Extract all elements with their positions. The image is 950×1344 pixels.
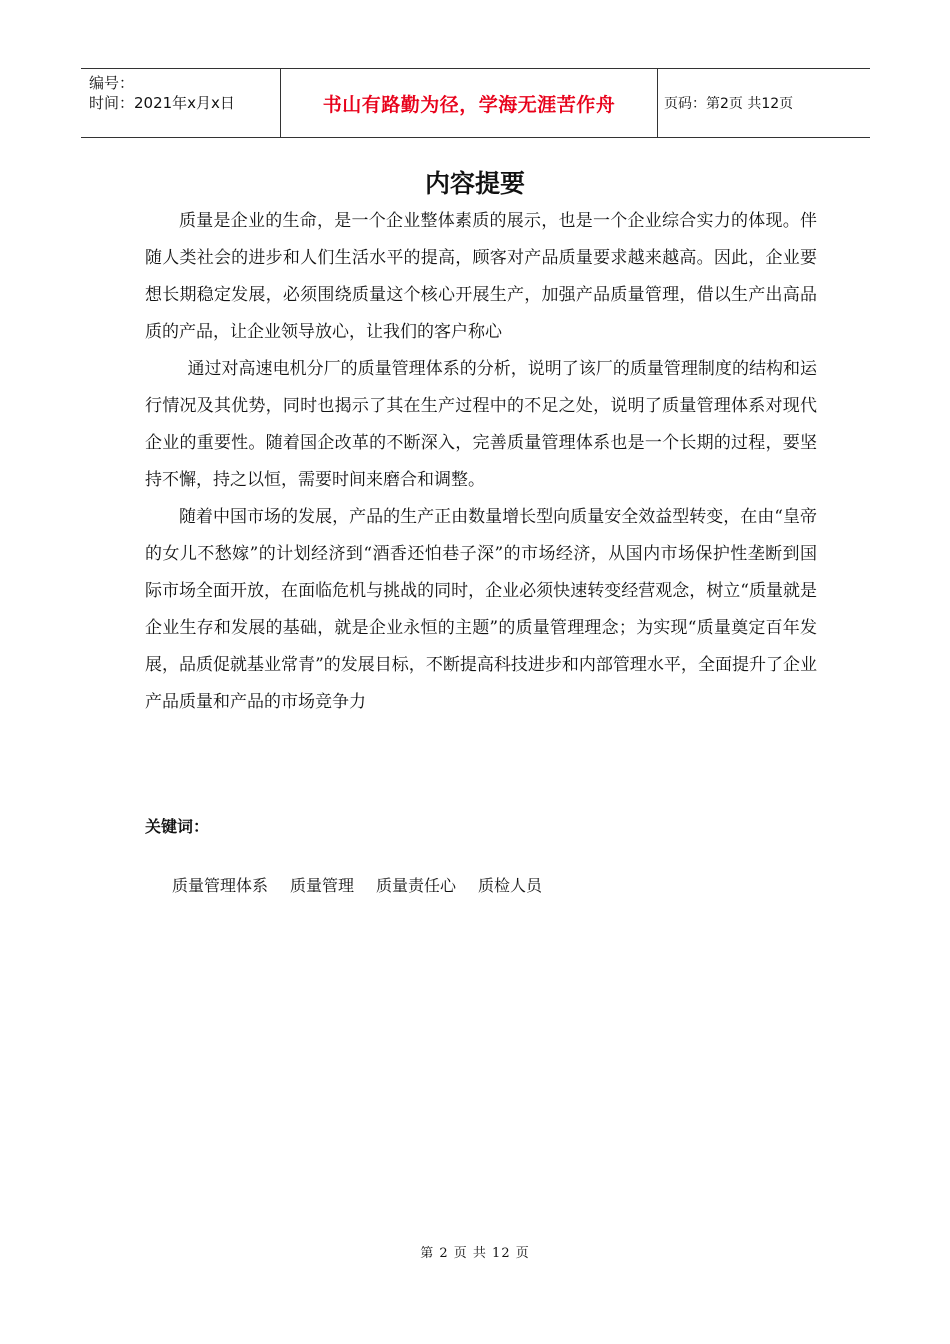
keyword-item: 质量管理 [290, 876, 355, 895]
abstract-body [145, 203, 817, 721]
keywords-label: 关键词： [145, 817, 210, 836]
page-header [81, 68, 870, 138]
paragraph-3: 随着中国市场的发展，产品的生产正由数量增长型向质量安全效益型转变，在由“皇帝的女儿不愁嫁”的计划经济到“酒香还怕巷子深”的市场经济，从国内市场保护性垄断到国际市场全面开放，在面临危机与挑战的同时，企业必须快速转变经营观念，树立“质量就是企业生存和发展的基础，就是企业永恒的主题”的质量管理理念；为实现“质量奠定百年发展，品质促就基业常青”的发展目标，不断提高科技进步和内部管理水平，全面提升了企业产品质量和产品的市场竞争力 [145, 507, 817, 712]
keyword-item: 质检人员 [478, 876, 543, 895]
paragraph-1: 质量是企业的生命，是一个企业整体素质的展示，也是一个企业综合实力的体现。伴随人类社会的进步和人们生活水平的提高，顾客对产品质量要求越来越高。因此，企业要想长期稳定发展，必须围绕质量这个核心开展生产，加强产品质量管理，借以生产出高品质的产品，让企业领导放心，让我们的客户称心 [145, 211, 817, 342]
number-label: 编号： [89, 74, 135, 92]
time-label: 时间：2021年x月x日 [89, 94, 235, 112]
document-title: 内容提要 [424, 169, 525, 198]
keyword-item: 质量责任心 [376, 876, 457, 895]
keyword-item: 质量管理体系 [172, 876, 269, 895]
header-motto: 书山有路勤为径，学海无涯苦作舟 [281, 69, 658, 137]
header-page-label: 页码：第2页 共12页 [664, 96, 794, 112]
paragraph-2: 通过对高速电机分厂的质量管理体系的分析，说明了该厂的质量管理制度的结构和运行情况及其优势，同时也揭示了其在生产过程中的不足之处，说明了质量管理体系对现代企业的重要性。随着国企改革的不断深入，完善质量管理体系也是一个长期的过程，要坚持不懈，持之以恒，需要时间来磨合和调整。 [145, 359, 817, 490]
page-footer: 第 2 页 共 12 页 [420, 1246, 530, 1261]
keywords-list [172, 872, 542, 900]
header-meta-cell [81, 69, 281, 137]
